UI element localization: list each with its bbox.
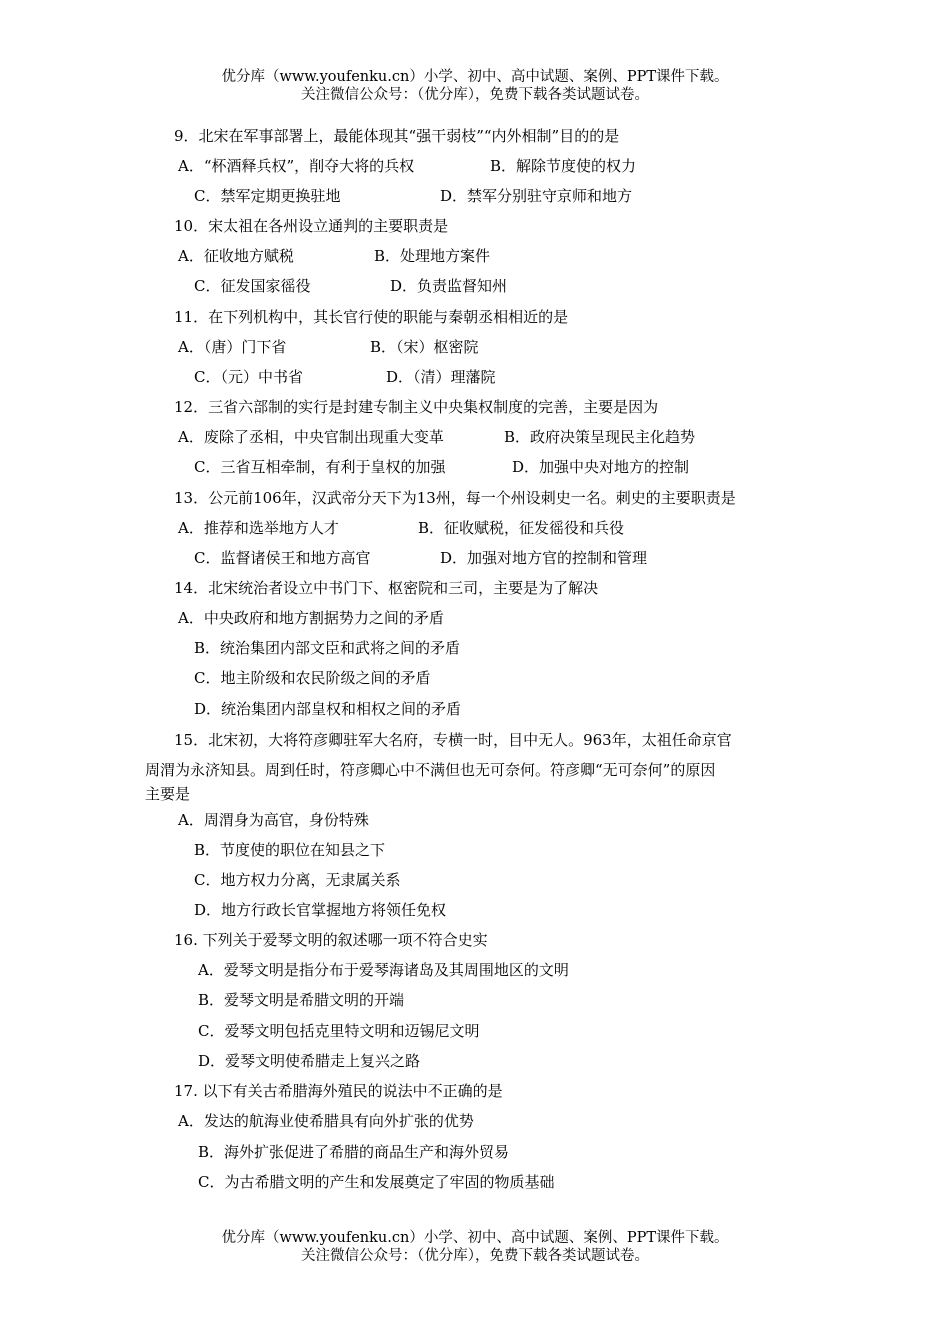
question-15-option-c: C．地方权力分离，无隶属关系	[194, 871, 401, 889]
question-15-stem-line-3: 主要是	[145, 785, 191, 803]
question-9-option-d: D．禁军分别驻守京师和地方	[440, 187, 633, 205]
question-10-option-d: D．负责监督知州	[390, 277, 508, 295]
question-12-option-a: A．废除了丞相，中央官制出现重大变革	[178, 428, 444, 446]
question-17-option-b: B．海外扩张促进了希腊的商品生产和海外贸易	[198, 1143, 510, 1161]
question-15-option-b: B．节度使的职位在知县之下	[194, 841, 386, 859]
question-11-option-a: A．（唐）门下省	[178, 338, 287, 356]
question-14-option-b: B．统治集团内部文臣和武将之间的矛盾	[194, 639, 461, 657]
question-13-stem: 13．公元前106年，汉武帝分天下为13州，每一个州设刺史一名。刺史的主要职责是	[174, 489, 736, 507]
footer-line-2: 关注微信公众号：（优分库），免费下载各类试题试卷。	[301, 1248, 649, 1264]
question-16-option-d: D．爱琴文明使希腊走上复兴之路	[198, 1052, 421, 1070]
question-9-option-c: C．禁军定期更换驻地	[194, 187, 341, 205]
question-10-option-c: C．征发国家徭役	[194, 277, 311, 295]
question-13-option-b: B．征收赋税，征发徭役和兵役	[418, 519, 625, 537]
question-16-option-b: B．爱琴文明是希腊文明的开端	[198, 991, 405, 1009]
question-9-option-b: B．解除节度使的权力	[490, 157, 637, 175]
question-15-stem-line-2: 周渭为永济知县。周到任时，符彦卿心中不满但也无可奈何。符彦卿“无可奈何”的原因	[145, 761, 716, 779]
question-12-option-b: B．政府决策呈现民主化趋势	[504, 428, 696, 446]
question-11-option-b: B．（宋）枢密院	[370, 338, 479, 356]
question-10-stem: 10．宋太祖在各州设立通判的主要职责是	[174, 217, 449, 235]
question-14-stem: 14．北宋统治者设立中书门下、枢密院和三司，主要是为了解决	[174, 579, 599, 597]
question-13-option-c: C．监督诸侯王和地方高官	[194, 549, 371, 567]
question-10-option-a: A．征收地方赋税	[178, 247, 294, 265]
question-11-option-c: C．（元）中书省	[194, 368, 303, 386]
question-13-option-d: D．加强对地方官的控制和管理	[440, 549, 648, 567]
footer-line-1: 优分库（www.youfenku.cn）小学、初中、高中试题、案例、PPT课件下载。	[221, 1230, 729, 1246]
question-14-option-c: C．地主阶级和农民阶级之间的矛盾	[194, 669, 431, 687]
question-14-option-d: D．统治集团内部皇权和相权之间的矛盾	[194, 700, 462, 718]
question-14-option-a: A．中央政府和地方割据势力之间的矛盾	[178, 609, 444, 627]
question-12-stem: 12．三省六部制的实行是封建专制主义中央集权制度的完善，主要是因为	[174, 398, 659, 416]
header-line-1: 优分库（www.youfenku.cn）小学、初中、高中试题、案例、PPT课件下载。	[221, 69, 729, 85]
question-17-option-a: A．发达的航海业使希腊具有向外扩张的优势	[178, 1112, 474, 1130]
question-17-stem: 17. 以下有关古希腊海外殖民的说法中不正确的是	[174, 1082, 503, 1100]
question-16-option-c: C．爱琴文明包括克里特文明和迈锡尼文明	[198, 1022, 480, 1040]
question-15-option-a: A．周渭身为高官，身份特殊	[178, 811, 369, 829]
question-16-stem: 16. 下列关于爱琴文明的叙述哪一项不符合史实	[174, 931, 488, 949]
question-11-option-d: D．（清）理藩院	[386, 368, 496, 386]
question-15-stem-line-1: 15．北宋初，大将符彦卿驻军大名府，专横一时，目中无人。963年，太祖任命京官	[174, 731, 732, 749]
question-16-option-a: A．爱琴文明是指分布于爱琴海诸岛及其周围地区的文明	[198, 961, 569, 979]
question-10-option-b: B．处理地方案件	[374, 247, 491, 265]
question-12-option-c: C．三省互相牵制，有利于皇权的加强	[194, 458, 446, 476]
header-line-2: 关注微信公众号：（优分库），免费下载各类试题试卷。	[301, 87, 649, 103]
question-9-option-a: A．“杯酒释兵权”，削夺大将的兵权	[178, 157, 415, 175]
question-9-stem: 9．北宋在军事部署上，最能体现其“强干弱枝”“内外相制”目的的是	[174, 127, 620, 145]
question-12-option-d: D．加强中央对地方的控制	[512, 458, 690, 476]
question-11-stem: 11．在下列机构中，其长官行使的职能与秦朝丞相相近的是	[174, 308, 569, 326]
question-13-option-a: A．推荐和选举地方人才	[178, 519, 339, 537]
question-17-option-c: C．为古希腊文明的产生和发展奠定了牢固的物质基础	[198, 1173, 555, 1191]
question-15-option-d: D．地方行政长官掌握地方将领任免权	[194, 901, 447, 919]
